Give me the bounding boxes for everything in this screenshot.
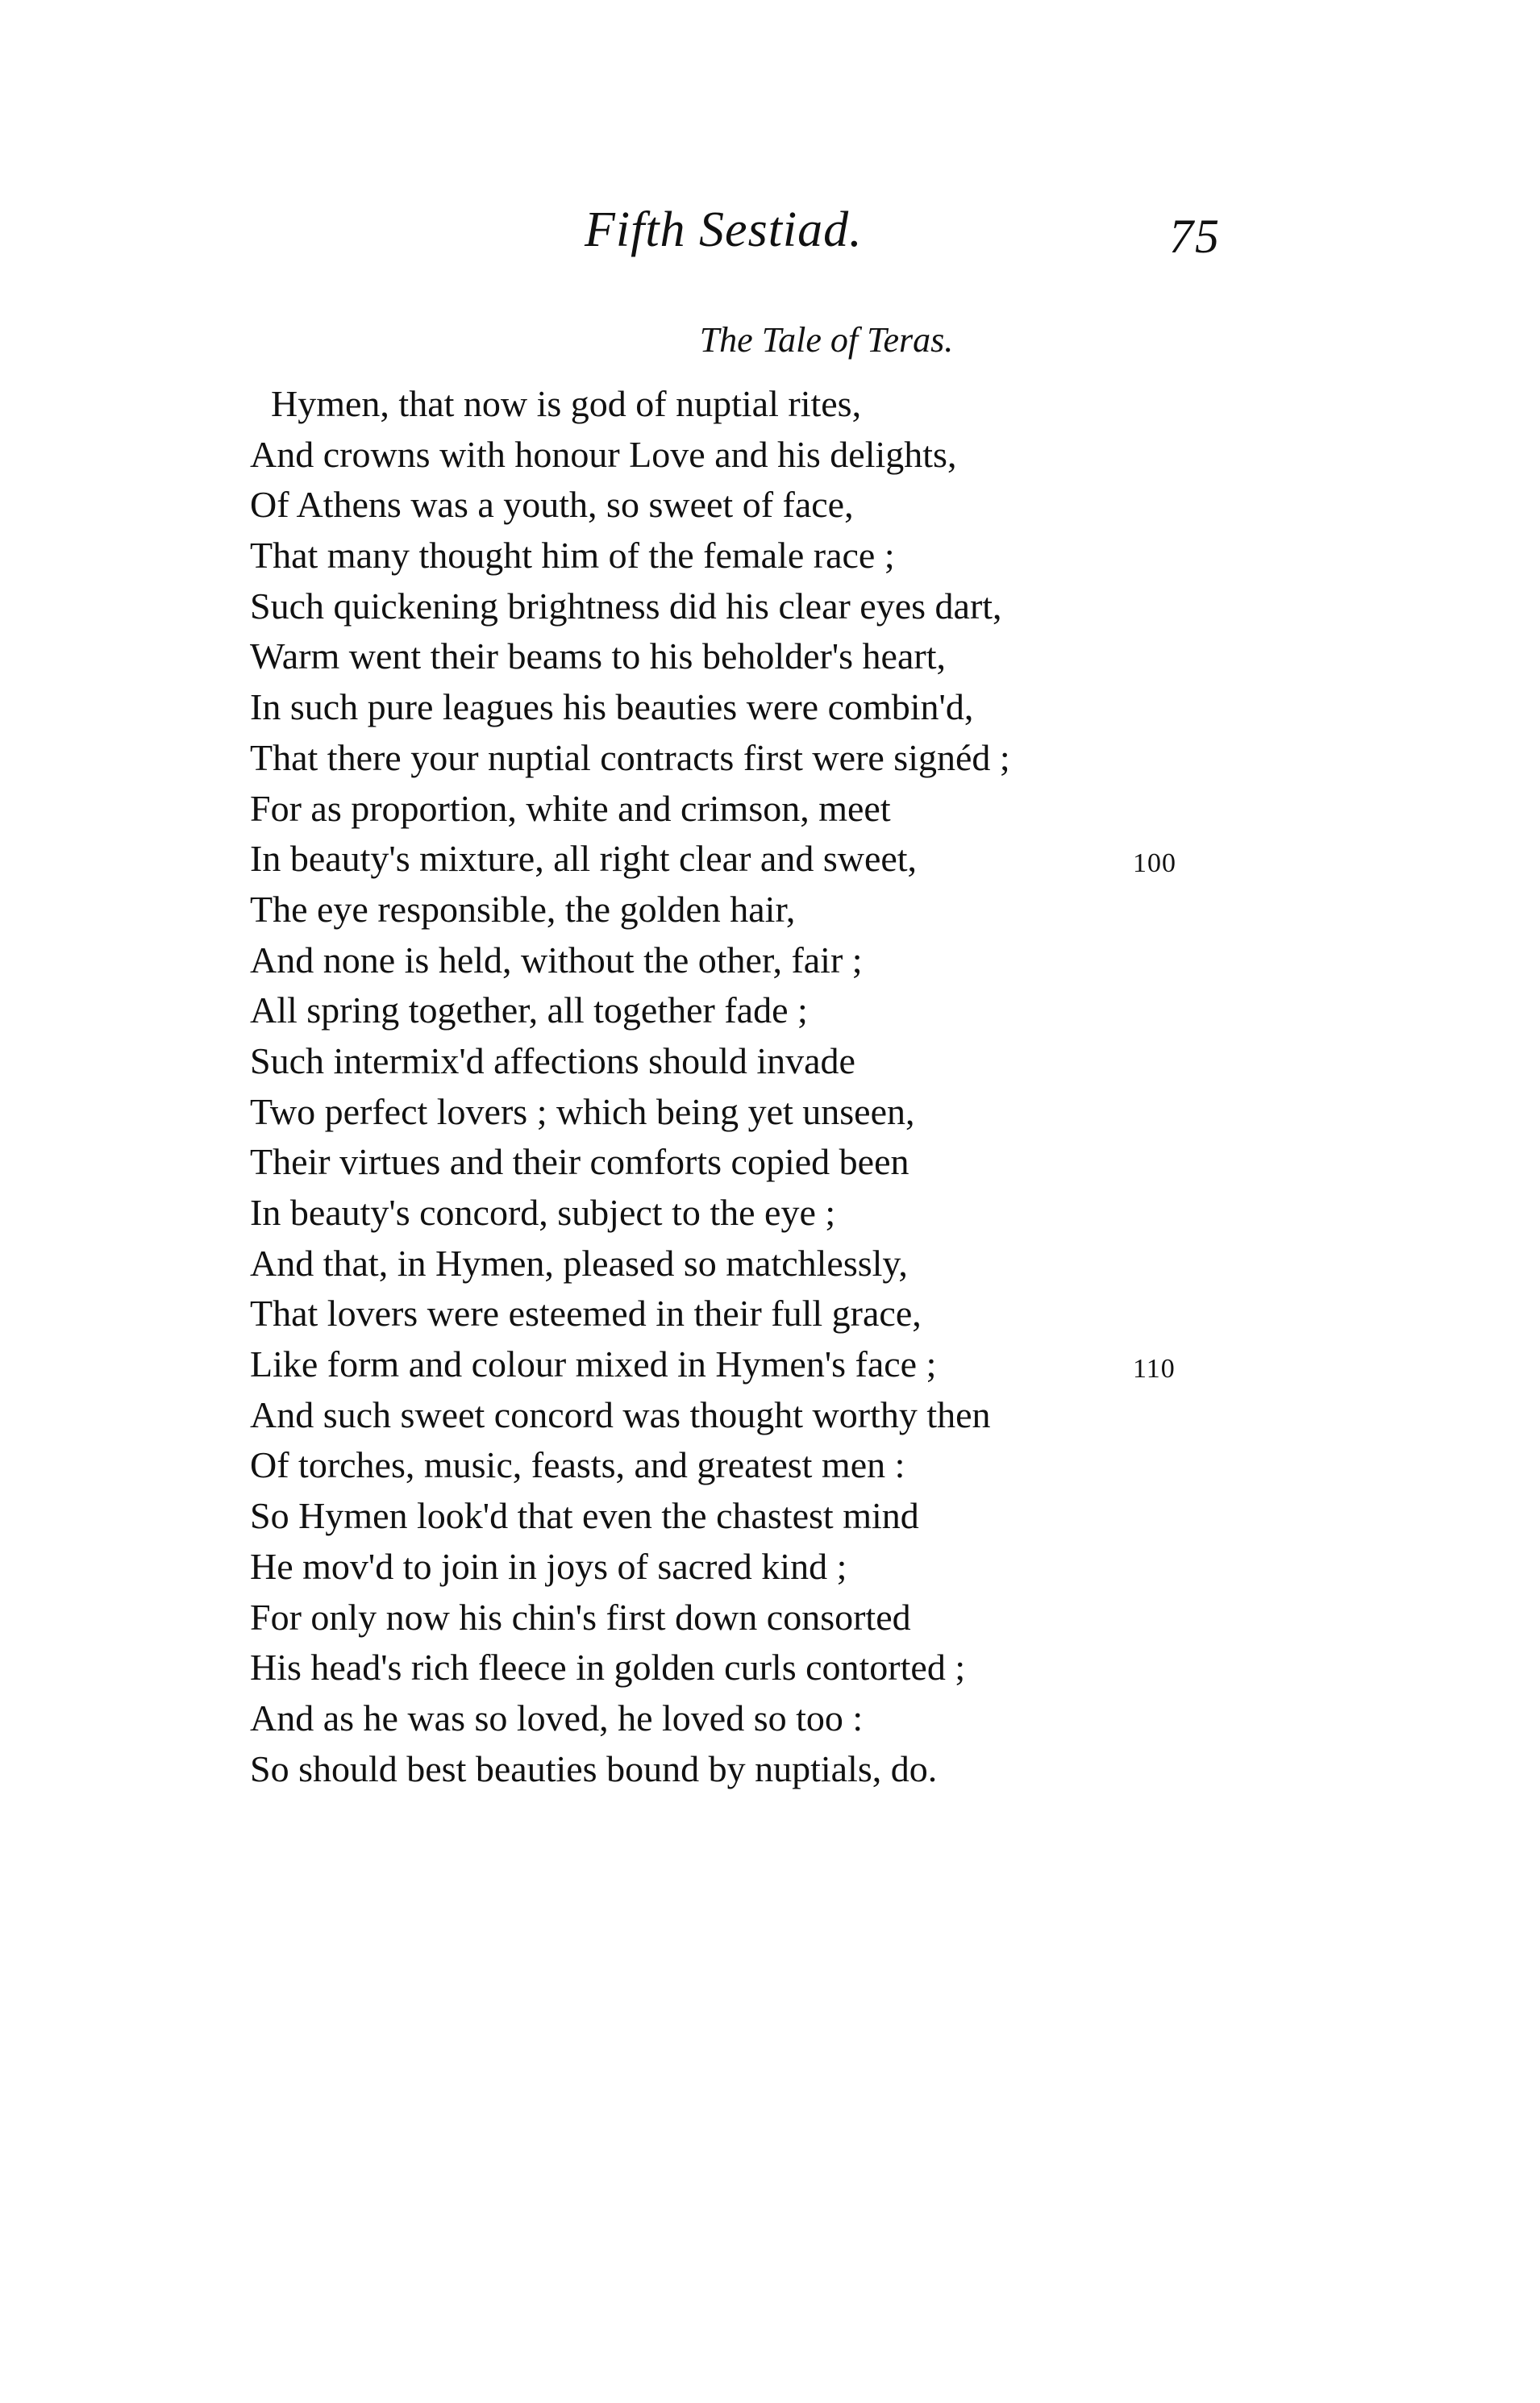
- poem-line: [250, 1643, 1459, 1693]
- poem-line-text: And as he was so loved, he loved so too :: [250, 1697, 864, 1739]
- poem-line-text: And none is held, without the other, fair ;: [250, 939, 863, 981]
- poem-line-text: That many thought him of the female race ;: [250, 535, 895, 577]
- poem-line-text: And that, in Hymen, pleased so matchlessly,: [250, 1242, 908, 1284]
- poem-line: [250, 581, 1459, 632]
- page-number: 75: [1169, 210, 1221, 263]
- poem-line: [250, 1188, 1459, 1239]
- poem-line: [250, 430, 1459, 481]
- poem-line-text: Such quickening brightness did his clear eyes dart,: [250, 585, 1002, 627]
- poem-line-text: All spring together, all together fade ;: [250, 989, 808, 1031]
- poem-line-text: In such pure leagues his beauties were combin'd,: [250, 686, 974, 728]
- poem-line-text: Of Athens was a youth, so sweet of face,: [250, 484, 854, 526]
- poem-line-text: For as proportion, white and crimson, meet: [250, 787, 891, 829]
- poem-line-text: Of torches, music, feasts, and greatest men :: [250, 1444, 905, 1486]
- poem-line: [250, 1390, 1459, 1441]
- poem-line: [250, 1289, 1459, 1339]
- poem-line: [250, 985, 1459, 1036]
- poem-line-text: For only now his chin's first down consorted: [250, 1596, 911, 1638]
- poem-line: [250, 834, 1459, 885]
- poem-line-text: Like form and colour mixed in Hymen's face ;: [250, 1343, 937, 1385]
- poem-line: [250, 1491, 1459, 1542]
- poem-line: [250, 1036, 1459, 1087]
- poem-line: [250, 379, 1459, 430]
- poem-line-text: Their virtues and their comforts copied been: [250, 1141, 909, 1183]
- poem-line: [250, 885, 1459, 935]
- poem-line-text: Two perfect lovers ; which being yet unseen,: [250, 1090, 915, 1132]
- poem-line: [250, 784, 1459, 835]
- poem-line: [250, 1542, 1459, 1593]
- section-title: The Tale of Teras.: [699, 320, 954, 360]
- poem-line: [250, 480, 1459, 531]
- poem-line: [250, 1744, 1459, 1795]
- poem-line-text: So Hymen look'd that even the chastest mind: [250, 1495, 919, 1537]
- poem-line-text: Warm went their beams to his beholder's heart,: [250, 635, 946, 677]
- poem-line-text: And crowns with honour Love and his delights,: [250, 433, 957, 475]
- poem-line-text: In beauty's mixture, all right clear and sweet,: [250, 838, 918, 880]
- poem-line: [250, 531, 1459, 581]
- line-number-110: 110: [1133, 1354, 1176, 1385]
- poem-line-text: In beauty's concord, subject to the eye ;: [250, 1192, 836, 1233]
- poem-line: [250, 1440, 1459, 1491]
- poem-line-text: That lovers were esteemed in their full grace,: [250, 1293, 922, 1335]
- poem-line-text: Such intermix'd affections should invade: [250, 1039, 855, 1081]
- poem-line-text: And such sweet concord was thought worthy then: [250, 1393, 991, 1435]
- poem-line: [250, 1339, 1459, 1390]
- poem-line-text: That there your nuptial contracts first were signéd ;: [250, 736, 1010, 778]
- poem-line: [250, 1593, 1459, 1643]
- poem-line-text: His head's rich fleece in golden curls contorted ;: [250, 1647, 966, 1689]
- line-number-100: 100: [1133, 848, 1176, 879]
- poem-line-text: Hymen, that now is god of nuptial rites,: [271, 383, 862, 424]
- poem-line: [250, 733, 1459, 784]
- poem-line: [250, 1693, 1459, 1744]
- poem-line-text: So should best beauties bound by nuptials, do.: [250, 1747, 938, 1789]
- poem-line: [250, 1137, 1459, 1188]
- poem-line: [250, 1239, 1459, 1289]
- poem-line: [250, 1087, 1459, 1138]
- poem-line: [250, 631, 1459, 682]
- poem-line: [250, 682, 1459, 733]
- poem-body: [250, 379, 1459, 1794]
- poem-line: [250, 935, 1459, 986]
- poem-line-text: The eye responsible, the golden hair,: [250, 888, 796, 930]
- running-head: [0, 194, 1540, 266]
- poem-line-text: He mov'd to join in joys of sacred kind ;: [250, 1545, 847, 1587]
- running-title: Fifth Sestiad.: [585, 202, 863, 257]
